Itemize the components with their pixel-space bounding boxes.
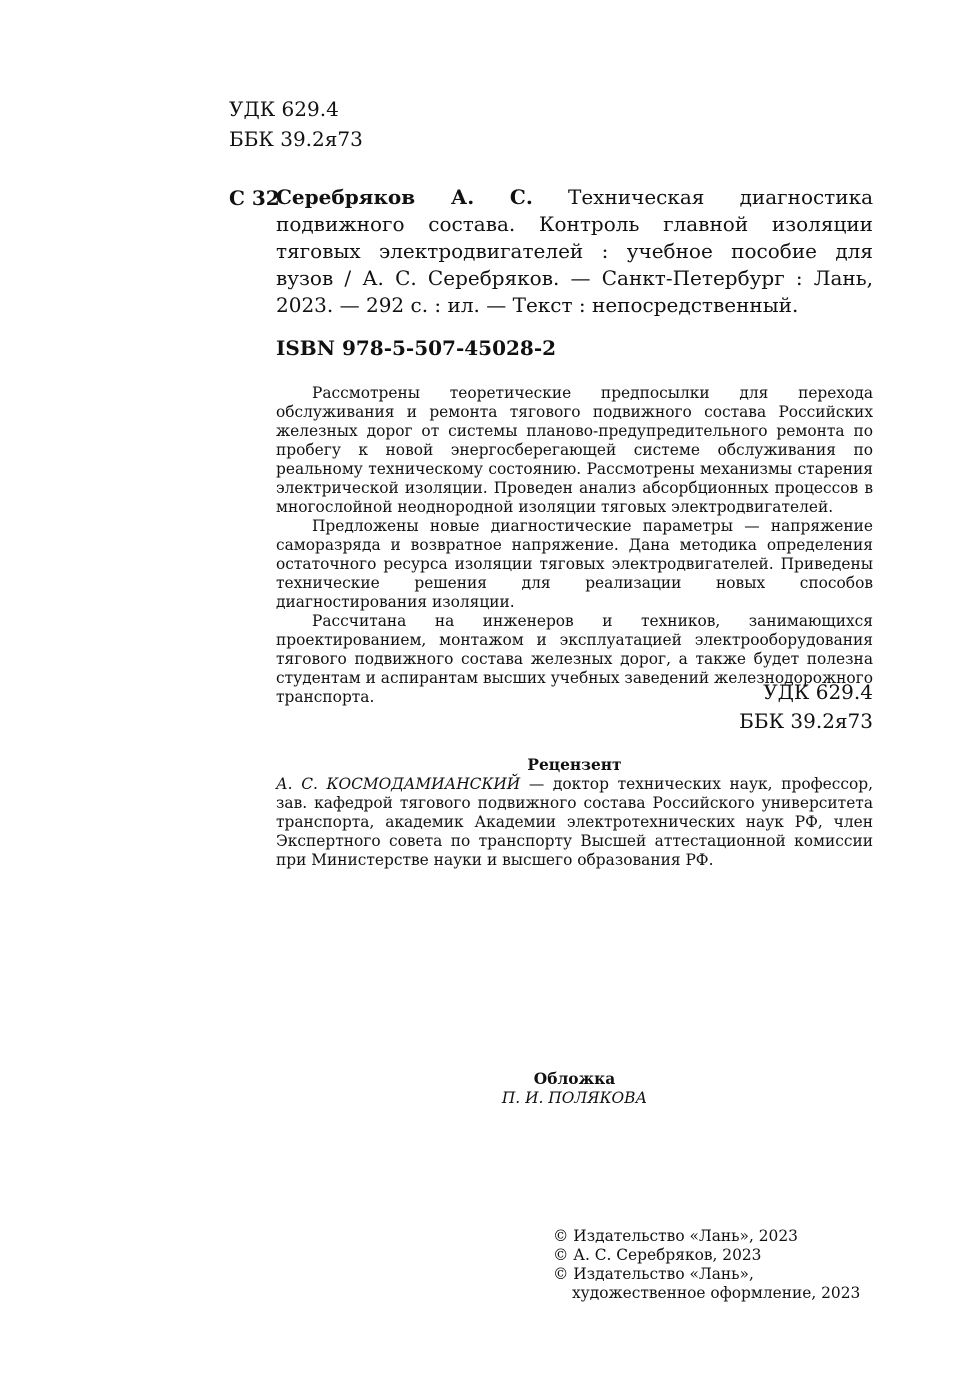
copyright-line: © Издательство «Лань», bbox=[553, 1265, 754, 1283]
cover-heading: Обложка bbox=[533, 1070, 616, 1088]
reviewer-name: А. С. КОСМОДАМИАНСКИЙ bbox=[276, 775, 521, 793]
abstract-paragraph: Рассчитана на инженеров и техников, занимающихся проектированием, монтажом и эксплуатацией электрооборудования тягового подвижного состава железных дорог, а также будет полезна студентам и аспирантам высших учебных заведений железнодорожного транспорта. bbox=[276, 612, 873, 706]
abstract-paragraph: Рассмотрены теоретические предпосылки для перехода обслуживания и ремонта тягового подвижного состава Российских железных дорог от системы планово-предупредительного ремонта по пробегу к новой энергосберегающей системе обслуживания по реальному техническому состоянию. Рассмотрены механизмы старения электрической изоляции. Проведен анализ абсорбционных процессов в многослойной неоднородной изоляции тяговых электродвигателей. bbox=[276, 384, 873, 516]
udk-code: УДК 629.4 bbox=[763, 680, 873, 704]
copyright-line: © Издательство «Лань», 2023 bbox=[553, 1227, 798, 1245]
copyright-line: © А. С. Серебряков, 2023 bbox=[553, 1246, 762, 1264]
cover-designer: П. И. ПОЛЯКОВА bbox=[501, 1089, 648, 1107]
reviewer-body bbox=[276, 775, 873, 870]
udk-block-bottom bbox=[739, 678, 873, 736]
udk-block-top bbox=[229, 94, 363, 154]
abstract-paragraph: Предложены новые диагностические параметры — напряжение саморазряда и возвратное напряжение. Дана методика определения остаточного ресурса изоляции тяговых электродвигателей. Приведены технические решения для реализации новых способов диагностирования изоляции. bbox=[276, 517, 873, 611]
copyright-line: художественное оформление, 2023 bbox=[572, 1284, 861, 1302]
author-code: С 32 bbox=[229, 186, 280, 210]
author-name: Серебряков А. С. bbox=[276, 185, 533, 209]
bibliographic-record bbox=[276, 184, 873, 319]
bibliographic-description: Техническая диагностика подвижного состава. Контроль главной изоляции тяговых электродвигателей : учебное пособие для вузов / А. С. Серебряков. — Санкт-Петербург : Лань, 2023. — 292 с. : ил. — Текст : непосредственный. bbox=[276, 185, 873, 317]
bbk-code: ББК 39.2я73 bbox=[739, 709, 873, 733]
abstract bbox=[276, 384, 873, 707]
udk-code: УДК 629.4 bbox=[229, 97, 339, 121]
reviewer-details: — доктор технических наук, профессор, зав. кафедрой тягового подвижного состава Российского университета транспорта, академик Академии электротехнических наук РФ, член Экспертного совета по транспорту Высшей аттестационной комиссии при Министерстве науки и высшего образования РФ. bbox=[276, 775, 874, 869]
reviewer-heading: Рецензент bbox=[527, 756, 622, 774]
reviewer-section bbox=[276, 756, 873, 870]
bbk-code: ББК 39.2я73 bbox=[229, 127, 363, 151]
isbn: ISBN 978-5-507-45028-2 bbox=[276, 336, 557, 360]
copyright-block bbox=[553, 1227, 860, 1303]
cover-credit bbox=[276, 1070, 873, 1108]
